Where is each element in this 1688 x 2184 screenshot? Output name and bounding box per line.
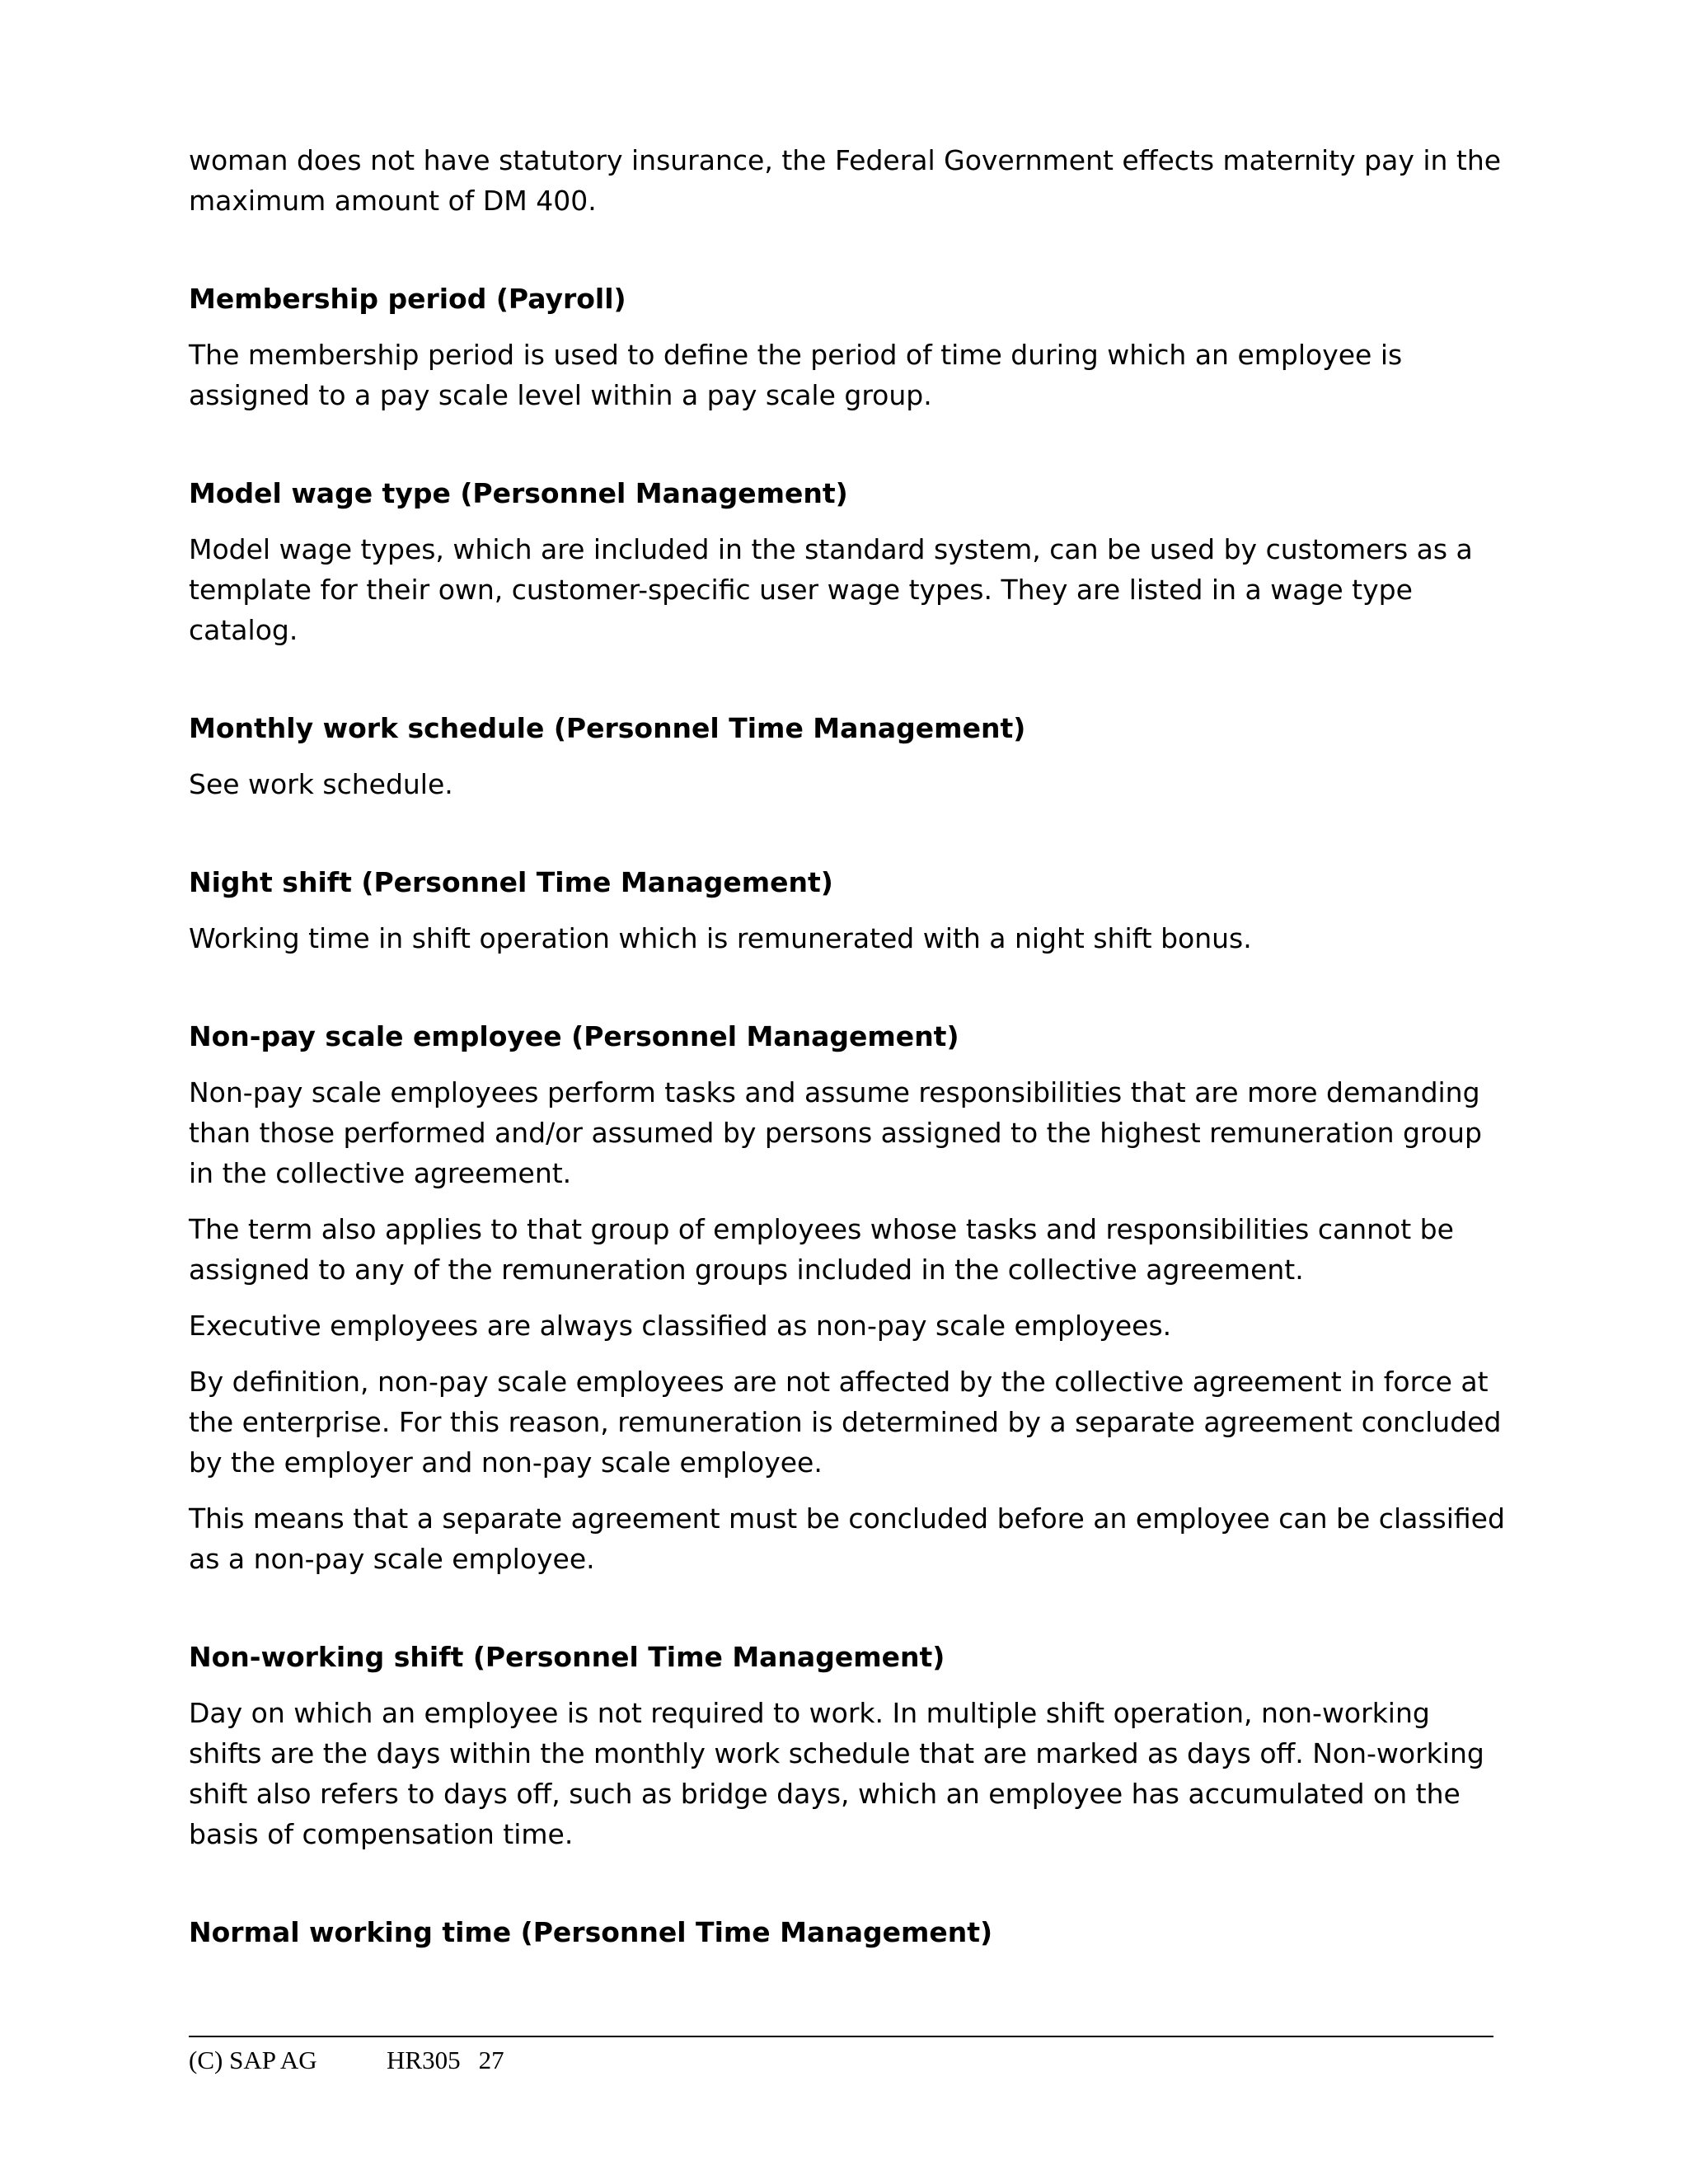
glossary-entry-model-wage-type	[189, 473, 1507, 650]
entry-paragraph: See work schedule.	[189, 768, 453, 800]
entry-paragraph: Non-pay scale employees perform tasks and assume responsibilities that are more demanding than those performed and/or assumed by persons assigned to the highest remuneration group in the collective agreement.	[189, 1076, 1482, 1189]
entry-paragraph: This means that a separate agreement must be concluded before an employee can be classified as a non-pay scale employee.	[189, 1502, 1505, 1575]
entry-heading: Membership period (Payroll)	[189, 283, 626, 315]
entry-heading: Non-working shift (Personnel Time Management)	[189, 1641, 945, 1673]
document-body	[189, 140, 1507, 1968]
entry-heading: Non-pay scale employee (Personnel Management)	[189, 1020, 959, 1052]
entry-paragraph: Model wage types, which are included in the standard system, can be used by customers as a template for their own, customer-specific user wage types. They are listed in a wage type catalog.	[189, 533, 1473, 646]
entry-heading: Model wage type (Personnel Management)	[189, 477, 848, 509]
page-footer	[189, 2036, 1493, 2077]
glossary-entry-normal-working-time	[189, 1912, 1507, 1952]
entry-paragraph: Working time in shift operation which is remunerated with a night shift bonus.	[189, 922, 1252, 954]
intro-section	[189, 140, 1507, 221]
glossary-entry-non-pay-scale-employee	[189, 1016, 1507, 1579]
intro-paragraph: woman does not have statutory insurance, the Federal Government effects maternity pay in the maximum amount of DM 400.	[189, 144, 1502, 217]
entry-paragraph: Day on which an employee is not required to work. In multiple shift operation, non-working shifts are the days within the monthly work schedule that are marked as days off. Non-working shift also refers to days off, such as bridge days, which an employee has accumulated on the basis of compensation time.	[189, 1697, 1484, 1850]
footer-copyright: (C) SAP AG	[189, 2046, 317, 2074]
footer-course-code: HR305	[387, 2046, 461, 2074]
entry-heading: Normal working time (Personnel Time Management)	[189, 1916, 993, 1948]
glossary-entry-night-shift	[189, 862, 1507, 958]
entry-heading: Night shift (Personnel Time Management)	[189, 866, 833, 898]
glossary-entry-membership-period	[189, 279, 1507, 415]
footer-page-number: 27	[478, 2046, 504, 2074]
entry-paragraph: Executive employees are always classified as non-pay scale employees.	[189, 1310, 1172, 1342]
entry-paragraph: The membership period is used to define the period of time during which an employee is assigned to a pay scale level within a pay scale group.	[189, 339, 1403, 411]
entry-paragraph: By definition, non-pay scale employees are not affected by the collective agreement in force at the enterprise. For this reason, remuneration is determined by a separate agreement concluded by the employer and non-pay scale employee.	[189, 1366, 1502, 1479]
glossary-entry-non-working-shift	[189, 1637, 1507, 1854]
entry-paragraph: The term also applies to that group of employees whose tasks and responsibilities cannot be assigned to any of the remuneration groups included in the collective agreement.	[189, 1213, 1454, 1286]
entry-heading: Monthly work schedule (Personnel Time Management)	[189, 712, 1026, 744]
glossary-entry-monthly-work-schedule	[189, 708, 1507, 804]
